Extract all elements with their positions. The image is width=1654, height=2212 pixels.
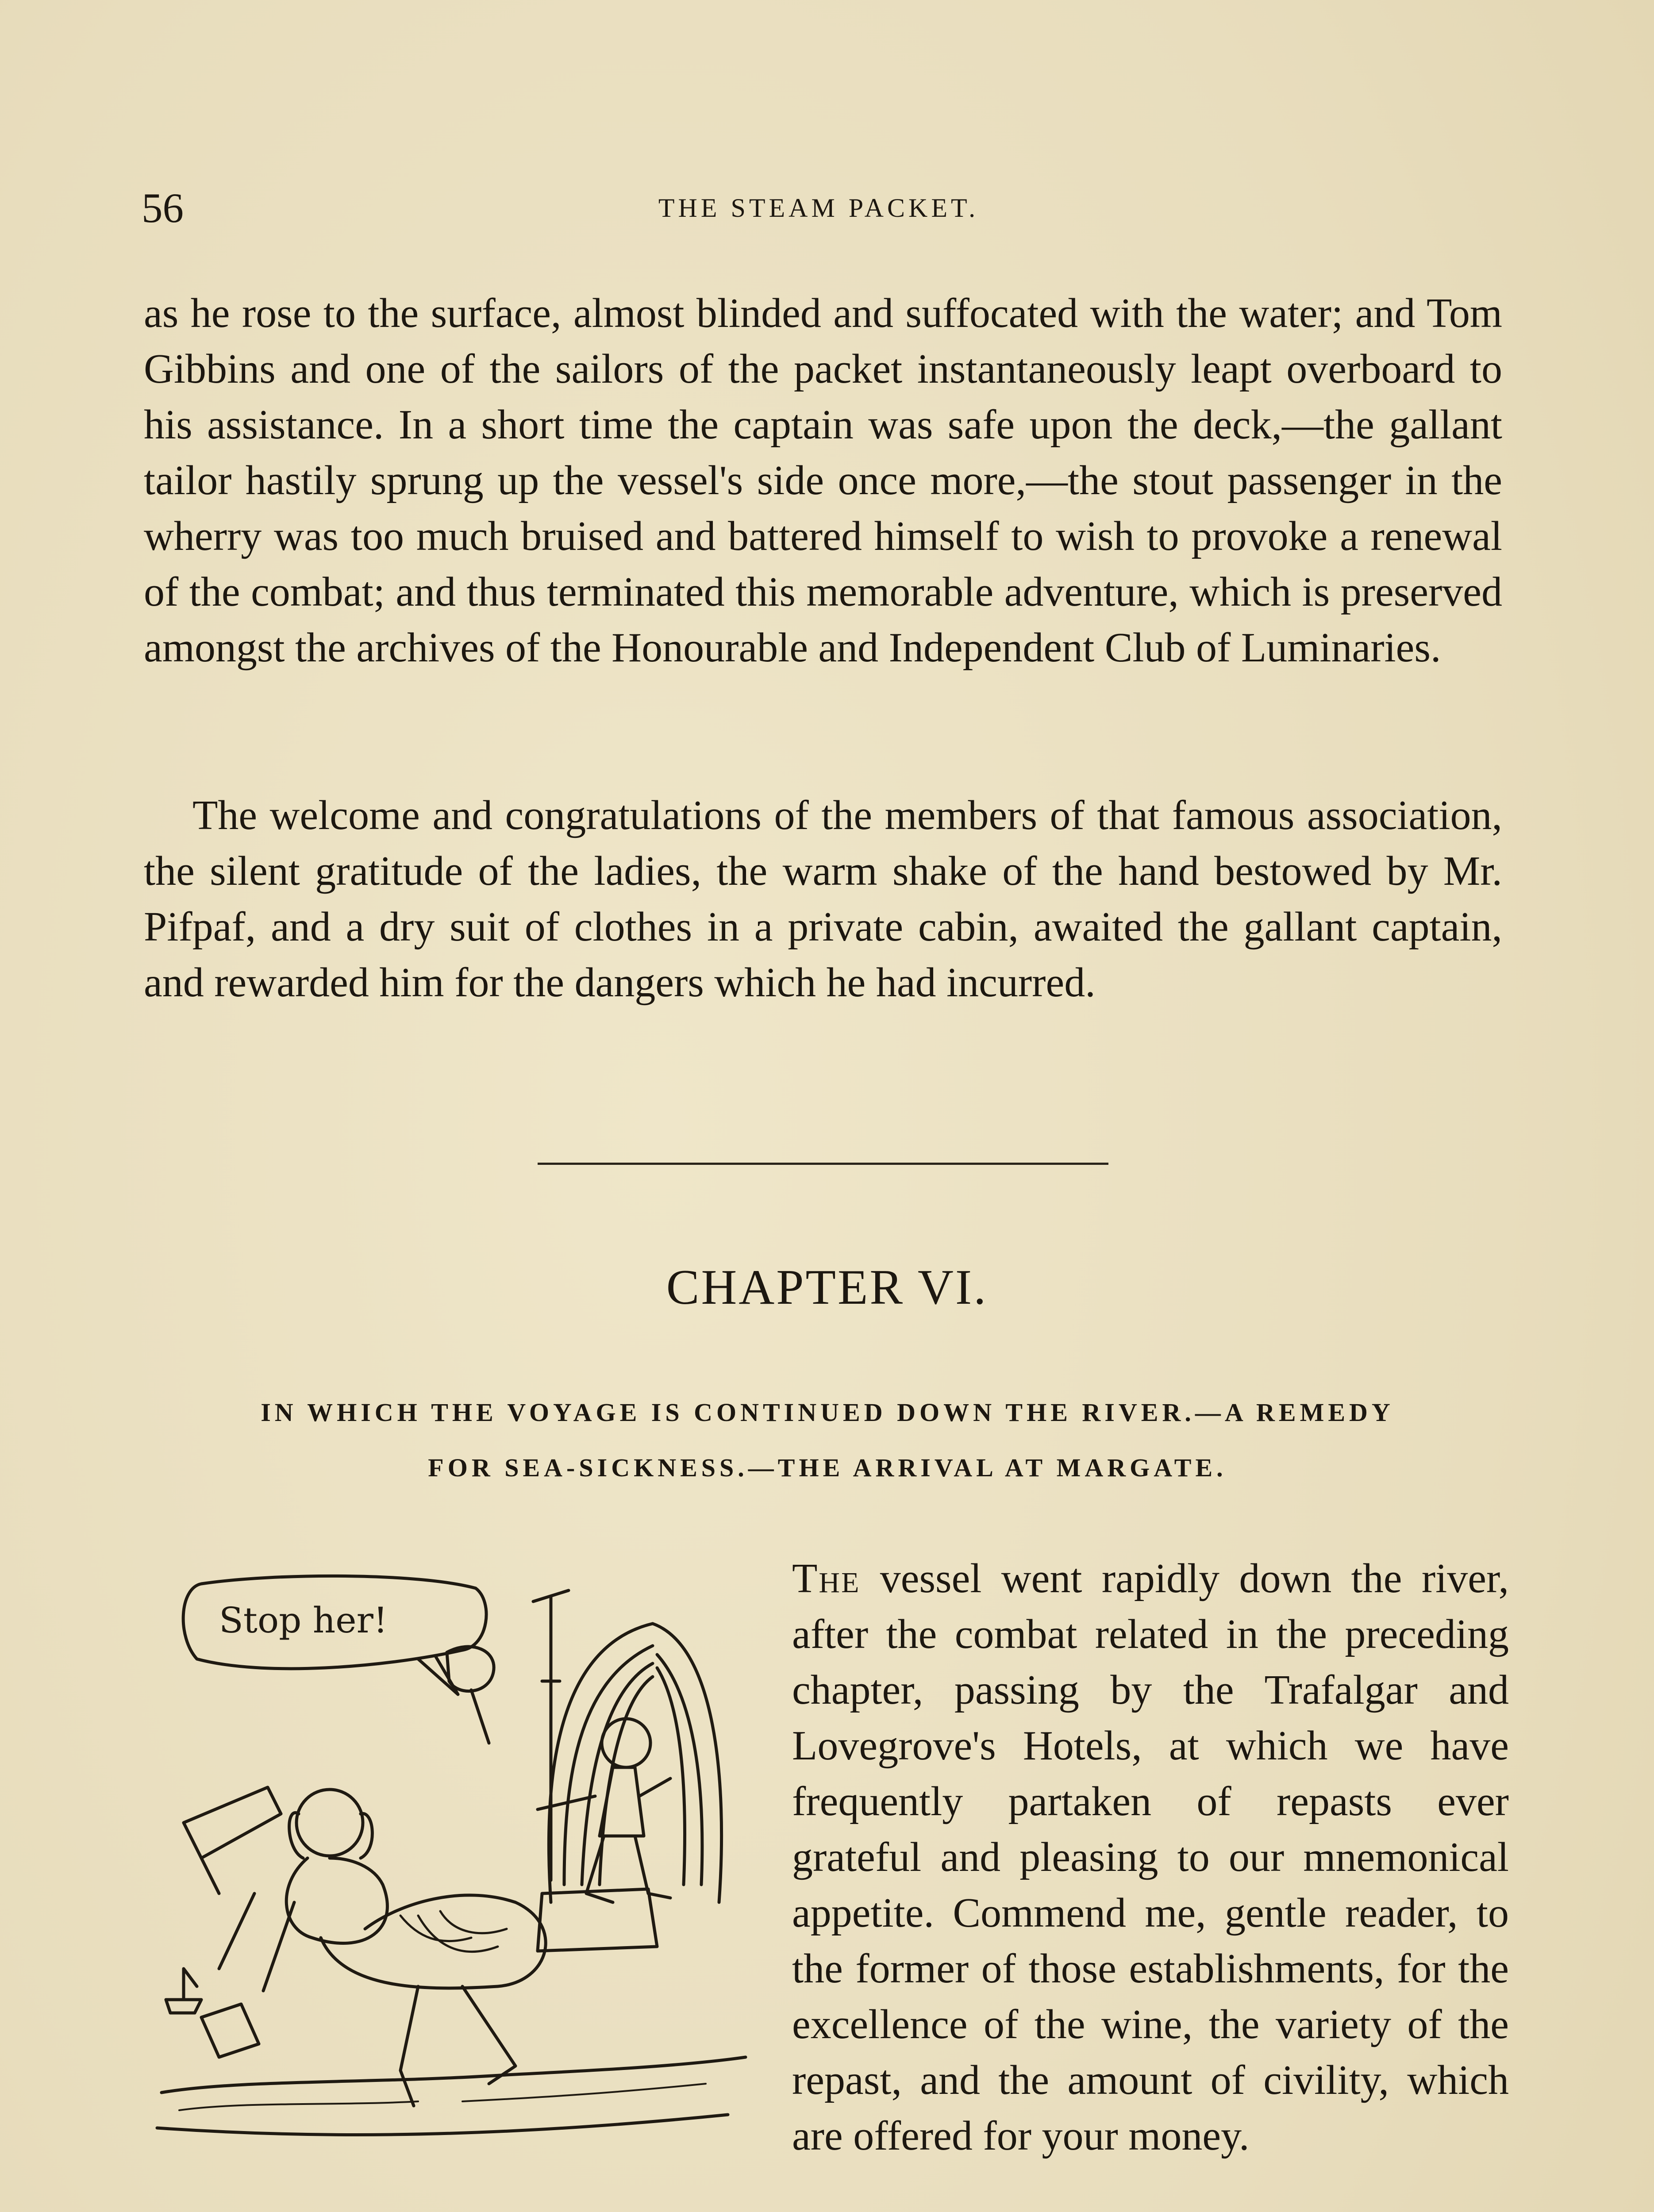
- running-head: [0, 181, 1654, 234]
- section-divider: [538, 1163, 1108, 1165]
- body-paragraph-2: The welcome and congratulations of the members of that famous association, the silent gratitude of the ladies, the warm shake of the hand bestowed by Mr. Pifpaf, and a dry suit of clothes in a private cabin, awaited the gallant captain, and rewarded him for the dangers which he had incurred.: [144, 792, 1502, 1006]
- chapter-title: CHAPTER VI.: [666, 1260, 988, 1315]
- chapter-opening-paragraph: [792, 1551, 1509, 2164]
- opening-paragraph-text: vessel went rapidly down the river, after the combat related in the preceding chapter, passing by the Trafalgar and Lovegrove's Hotels, at which we have frequently partaken of repasts ever grateful and pleasing to our mnemonical appetite. Commend me, gentle reader, to the former of those establishments, for the excellence of the wine, the variety of the repast, and the amount of civility, which are offered for your money.: [792, 1555, 1509, 2159]
- running-title: THE STEAM PACKET.: [658, 193, 979, 223]
- chapter-summary: [150, 1385, 1504, 1495]
- drop-word: The: [792, 1555, 861, 1601]
- chapter-summary-line-1: IN WHICH THE VOYAGE IS CONTINUED DOWN THE RIVER.—A REMEDY: [261, 1398, 1394, 1427]
- speech-bubble-text: Stop her!: [219, 1600, 388, 1641]
- page-number: 56: [142, 184, 184, 231]
- chapter-summary-line-2: FOR SEA-SICKNESS.—THE ARRIVAL AT MARGATE.: [428, 1453, 1227, 1482]
- bottle-icon: [447, 1647, 494, 1743]
- engraving-illustration: [153, 1548, 759, 2177]
- body-paragraph-1: as he rose to the surface, almost blinded and suffocated with the water; and Tom Gibbins and one of the sailors of the packet instantaneously leapt overboard to his assistance. In a short time the captain was safe upon the deck,—the gallant tailor hastily sprung up the vessel's side once more,—the stout passenger in the wherry was too much bruised and battered himself to wish to provoke a renewal of the combat; and thus terminated this memorable adventure, which is preserved amongst the archives of the Honourable and Independent Club of Luminaries.: [144, 290, 1502, 671]
